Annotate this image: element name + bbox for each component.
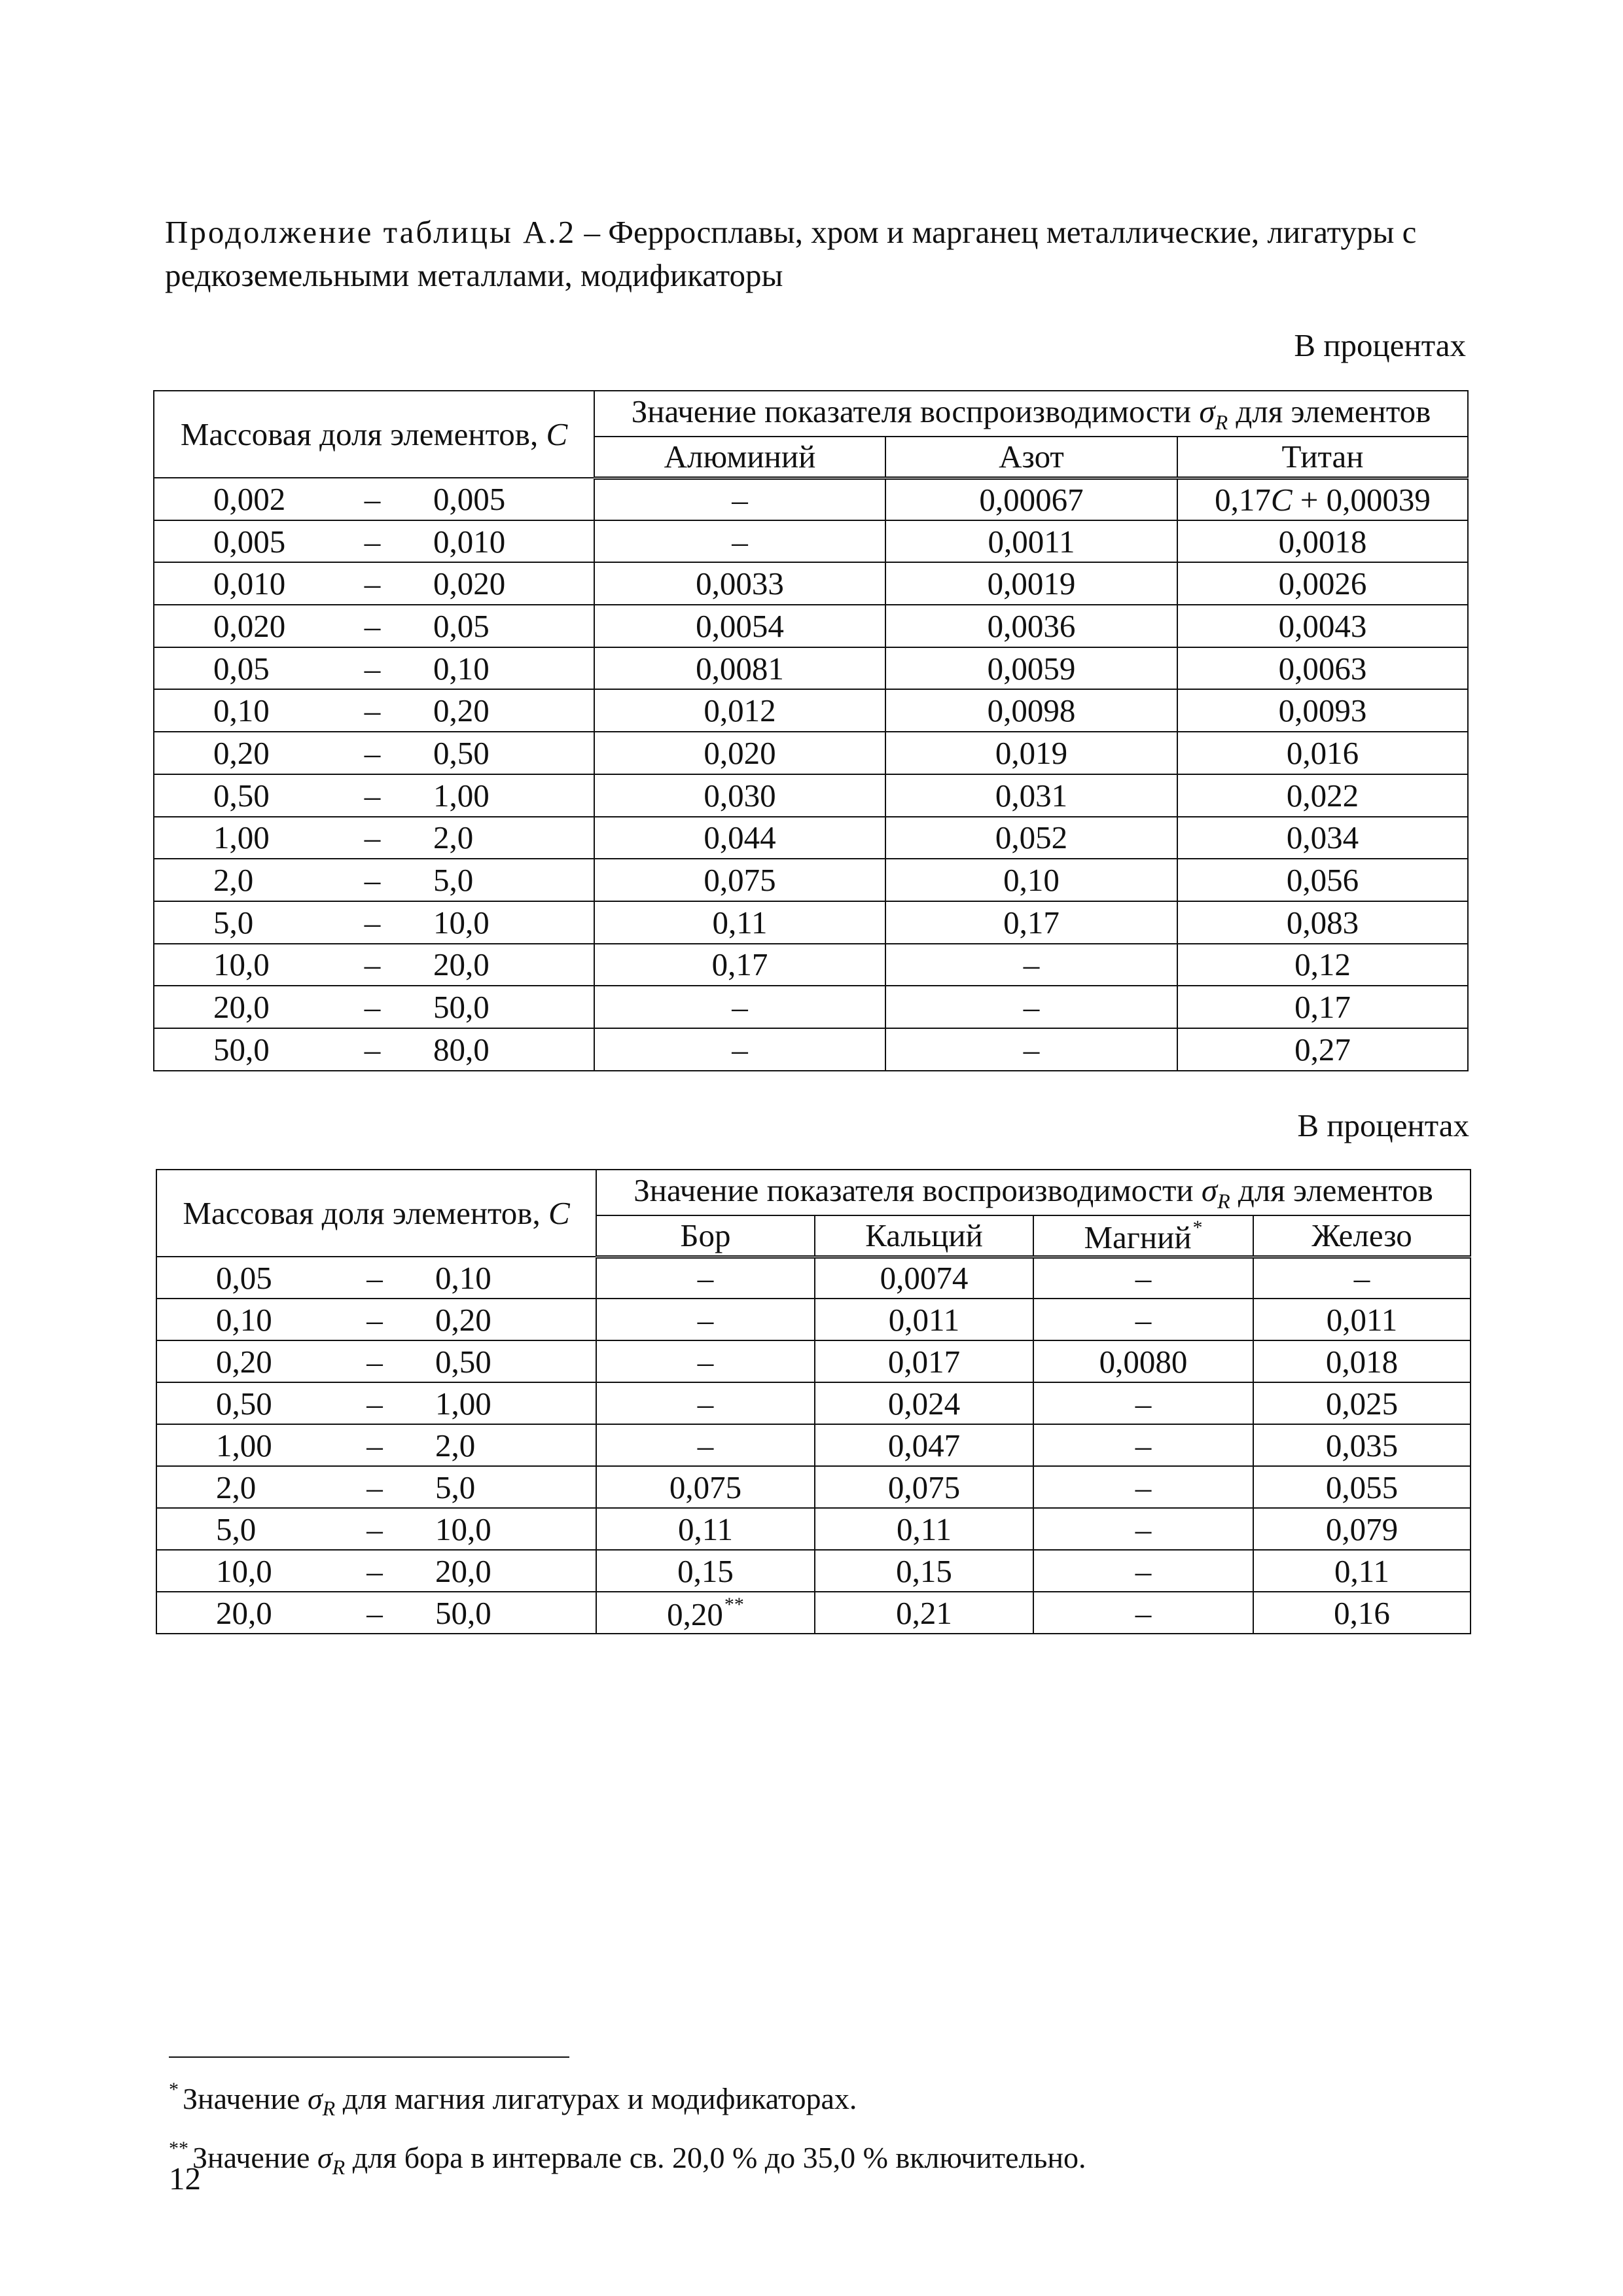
- table-cell: 0,17: [594, 944, 885, 986]
- table-cell: 0,0026: [1177, 562, 1468, 605]
- table-row: [154, 689, 1468, 732]
- range-dash: –: [366, 1552, 383, 1589]
- table-row: [154, 859, 1468, 901]
- table-cell: 0,20**: [596, 1592, 815, 1634]
- table-row: [156, 1257, 1471, 1299]
- range-dash: –: [364, 819, 381, 856]
- range-upper: 80,0: [433, 1031, 490, 1067]
- mass-fraction-range: [156, 1466, 596, 1508]
- mass-fraction-range: [156, 1299, 596, 1340]
- range-dash: –: [364, 904, 381, 941]
- reproducibility-table-2: [156, 1169, 1471, 1634]
- range-upper: 50,0: [433, 989, 490, 1026]
- range-upper: 10,0: [433, 904, 490, 941]
- range-lower: 20,0: [216, 1594, 272, 1631]
- range-upper: 1,00: [435, 1385, 491, 1422]
- table-cell: 0,020: [594, 732, 885, 774]
- table-cell: 0,0054: [594, 605, 885, 647]
- mass-fraction-range: [156, 1508, 596, 1550]
- table-cell: 0,0081: [594, 647, 885, 690]
- range-lower: 0,20: [213, 734, 270, 771]
- range-lower: 5,0: [213, 904, 254, 941]
- table-row: [156, 1592, 1471, 1634]
- page-number: 12: [169, 2161, 201, 2197]
- range-dash: –: [364, 1031, 381, 1067]
- range-upper: 20,0: [433, 946, 490, 983]
- range-upper: 0,010: [433, 523, 506, 560]
- table-cell: 0,017: [815, 1340, 1033, 1382]
- table-cell: 0,0018: [1177, 520, 1468, 563]
- mass-fraction-range: [154, 817, 594, 859]
- table-cell: 0,0019: [885, 562, 1177, 605]
- column-header: Кальций: [815, 1215, 1033, 1257]
- range-upper: 0,05: [433, 607, 490, 644]
- column-header: Алюминий: [594, 437, 885, 478]
- table-cell: 0,012: [594, 689, 885, 732]
- table-cell: 0,047: [815, 1424, 1033, 1466]
- table-row: [156, 1382, 1471, 1424]
- table-cell: –: [1033, 1550, 1253, 1592]
- range-lower: 20,0: [213, 989, 270, 1026]
- range-dash: –: [366, 1594, 383, 1631]
- table-row: [154, 817, 1468, 859]
- table-cell: 0,011: [1253, 1299, 1471, 1340]
- table-row: [154, 774, 1468, 817]
- range-dash: –: [364, 607, 381, 644]
- mass-fraction-range: [154, 986, 594, 1028]
- mass-fraction-range: [154, 944, 594, 986]
- table-cell: 0,17C + 0,00039: [1177, 478, 1468, 520]
- range-dash: –: [366, 1343, 383, 1380]
- range-lower: 0,010: [213, 565, 286, 602]
- mass-fraction-range: [154, 901, 594, 944]
- range-dash: –: [364, 989, 381, 1026]
- range-dash: –: [364, 946, 381, 983]
- mass-fraction-range: [156, 1382, 596, 1424]
- footnote-2: ** Значение $\sigma_R$ для бора в интервале св. 20,0 % до 35,0 % включительно.: [169, 2138, 1086, 2179]
- range-upper: 0,10: [435, 1259, 491, 1296]
- col-header-mass-fraction-2: Массовая доля элементов, C: [156, 1170, 596, 1257]
- table-cell: 0,079: [1253, 1508, 1471, 1550]
- footnote-1: * Значение $\sigma_R$ для магния лигатурах и модификаторах.: [169, 2079, 857, 2121]
- table-cell: 0,035: [1253, 1424, 1471, 1466]
- table-cell: –: [1033, 1299, 1253, 1340]
- table-cell: 0,15: [815, 1550, 1033, 1592]
- range-lower: 5,0: [216, 1511, 257, 1547]
- range-dash: –: [364, 777, 381, 814]
- table-cell: –: [596, 1424, 815, 1466]
- table-cell: 0,11: [594, 901, 885, 944]
- range-lower: 10,0: [216, 1552, 272, 1589]
- table-cell: 0,10: [885, 859, 1177, 901]
- mass-fraction-range: [154, 478, 594, 520]
- range-dash: –: [364, 862, 381, 899]
- mass-fraction-range: [156, 1340, 596, 1382]
- table-cell: 0,052: [885, 817, 1177, 859]
- table-cell: 0,0098: [885, 689, 1177, 732]
- table-cell: –: [1253, 1257, 1471, 1299]
- range-lower: 0,50: [216, 1385, 272, 1422]
- table-cell: –: [596, 1382, 815, 1424]
- range-lower: 1,00: [216, 1427, 272, 1463]
- table-caption: [165, 211, 1493, 297]
- table-cell: 0,11: [596, 1508, 815, 1550]
- mass-fraction-range: [154, 689, 594, 732]
- mass-fraction-range: [154, 520, 594, 563]
- range-lower: 0,002: [213, 480, 286, 517]
- table-row: [154, 901, 1468, 944]
- range-lower: 0,020: [213, 607, 286, 644]
- range-dash: –: [366, 1385, 383, 1422]
- table-cell: 0,27: [1177, 1028, 1468, 1071]
- range-dash: –: [366, 1511, 383, 1547]
- mass-fraction-range: [156, 1257, 596, 1299]
- table-cell: 0,024: [815, 1382, 1033, 1424]
- table-cell: –: [885, 944, 1177, 986]
- units-label-1: В процентах: [1294, 327, 1466, 363]
- table-cell: –: [885, 986, 1177, 1028]
- table-cell: 0,0036: [885, 605, 1177, 647]
- range-dash: –: [364, 480, 381, 517]
- table-cell: –: [596, 1257, 815, 1299]
- range-lower: 0,05: [216, 1259, 272, 1296]
- table-row: [156, 1340, 1471, 1382]
- range-dash: –: [366, 1469, 383, 1505]
- table-cell: 0,17: [885, 901, 1177, 944]
- table-cell: 0,011: [815, 1299, 1033, 1340]
- table-row: [154, 732, 1468, 774]
- range-lower: 0,20: [216, 1343, 272, 1380]
- table-row: [154, 562, 1468, 605]
- table-row: [154, 605, 1468, 647]
- table-row: [154, 1028, 1468, 1071]
- footnotes: [169, 2070, 1086, 2187]
- table-cell: 0,075: [596, 1466, 815, 1508]
- range-upper: 0,50: [433, 734, 490, 771]
- table-cell: 0,12: [1177, 944, 1468, 986]
- table-row: [156, 1424, 1471, 1466]
- table-row: [156, 1466, 1471, 1508]
- table-row: [156, 1508, 1471, 1550]
- table-cell: 0,16: [1253, 1592, 1471, 1634]
- range-lower: 1,00: [213, 819, 270, 856]
- range-dash: –: [364, 734, 381, 771]
- table-cell: 0,030: [594, 774, 885, 817]
- col-header-mass-fraction: Массовая доля элементов, C: [154, 391, 594, 478]
- range-upper: 0,50: [435, 1343, 491, 1380]
- table-cell: –: [1033, 1257, 1253, 1299]
- range-upper: 0,20: [433, 692, 490, 729]
- range-upper: 20,0: [435, 1552, 491, 1589]
- range-dash: –: [364, 692, 381, 729]
- mass-fraction-range: [156, 1592, 596, 1634]
- table-row: [154, 478, 1468, 520]
- range-upper: 0,10: [433, 650, 490, 687]
- range-lower: 0,10: [216, 1301, 272, 1338]
- table-row: [154, 944, 1468, 986]
- range-upper: 2,0: [433, 819, 474, 856]
- column-header: Железо: [1253, 1215, 1471, 1257]
- table-cell: 0,075: [594, 859, 885, 901]
- range-upper: 50,0: [435, 1594, 491, 1631]
- table-cell: 0,083: [1177, 901, 1468, 944]
- table-cell: 0,055: [1253, 1466, 1471, 1508]
- table-cell: 0,0011: [885, 520, 1177, 563]
- range-upper: 10,0: [435, 1511, 491, 1547]
- table-cell: 0,0080: [1033, 1340, 1253, 1382]
- table-cell: –: [885, 1028, 1177, 1071]
- group-header-sigma: Значение показателя воспроизводимости $\sigma_R$ для элементов: [594, 391, 1468, 437]
- range-dash: –: [366, 1427, 383, 1463]
- table-cell: 0,0059: [885, 647, 1177, 690]
- range-lower: 2,0: [216, 1469, 257, 1505]
- range-upper: 2,0: [435, 1427, 476, 1463]
- range-upper: 0,20: [435, 1301, 491, 1338]
- range-upper: 5,0: [433, 862, 474, 899]
- reproducibility-table-1: [153, 390, 1469, 1071]
- table-cell: –: [1033, 1508, 1253, 1550]
- mass-fraction-range: [156, 1550, 596, 1592]
- table-cell: –: [1033, 1382, 1253, 1424]
- table-cell: –: [594, 520, 885, 563]
- table-cell: 0,21: [815, 1592, 1033, 1634]
- table-cell: 0,0074: [815, 1257, 1033, 1299]
- table-cell: 0,11: [1253, 1550, 1471, 1592]
- range-lower: 0,50: [213, 777, 270, 814]
- table-row: [156, 1550, 1471, 1592]
- table-cell: 0,0063: [1177, 647, 1468, 690]
- range-dash: –: [364, 650, 381, 687]
- table-cell: –: [596, 1340, 815, 1382]
- group-header-sigma-2: Значение показателя воспроизводимости $\sigma_R$ для элементов: [596, 1170, 1471, 1215]
- table-cell: 0,11: [815, 1508, 1033, 1550]
- footnote-divider: [169, 2056, 569, 2058]
- mass-fraction-range: [154, 859, 594, 901]
- range-dash: –: [366, 1301, 383, 1338]
- range-dash: –: [364, 565, 381, 602]
- units-label-2: В процентах: [1297, 1107, 1469, 1143]
- column-header: Бор: [596, 1215, 815, 1257]
- table-cell: 0,15: [596, 1550, 815, 1592]
- table-cell: 0,0033: [594, 562, 885, 605]
- table-cell: 0,056: [1177, 859, 1468, 901]
- mass-fraction-range: [154, 1028, 594, 1071]
- mass-fraction-range: [154, 774, 594, 817]
- mass-fraction-range: [156, 1424, 596, 1466]
- mass-fraction-range: [154, 732, 594, 774]
- table-cell: 0,034: [1177, 817, 1468, 859]
- table-cell: –: [1033, 1592, 1253, 1634]
- range-lower: 2,0: [213, 862, 254, 899]
- table-cell: 0,019: [885, 732, 1177, 774]
- table-cell: –: [1033, 1424, 1253, 1466]
- mass-fraction-range: [154, 562, 594, 605]
- range-lower: 0,10: [213, 692, 270, 729]
- table-cell: 0,0043: [1177, 605, 1468, 647]
- table-cell: 0,018: [1253, 1340, 1471, 1382]
- table-caption-lead: Продолжение таблицы А.2: [165, 214, 577, 250]
- column-header: Азот: [885, 437, 1177, 478]
- table-cell: 0,025: [1253, 1382, 1471, 1424]
- table-cell: 0,00067: [885, 478, 1177, 520]
- range-upper: 0,020: [433, 565, 506, 602]
- range-dash: –: [366, 1259, 383, 1296]
- column-header: Магний*: [1033, 1215, 1253, 1257]
- mass-fraction-range: [154, 605, 594, 647]
- table-cell: –: [594, 986, 885, 1028]
- table-caption-rest: – Ферросплавы, хром и марганец металлические, лигатуры с редкоземельными металлами, модификаторы: [165, 214, 1417, 293]
- table-cell: 0,0093: [1177, 689, 1468, 732]
- range-lower: 50,0: [213, 1031, 270, 1067]
- table-row: [154, 647, 1468, 690]
- range-lower: 10,0: [213, 946, 270, 983]
- table-cell: 0,016: [1177, 732, 1468, 774]
- range-dash: –: [364, 523, 381, 560]
- range-lower: 0,005: [213, 523, 286, 560]
- table-cell: 0,031: [885, 774, 1177, 817]
- table-cell: 0,17: [1177, 986, 1468, 1028]
- table-cell: –: [594, 478, 885, 520]
- mass-fraction-range: [154, 647, 594, 690]
- range-lower: 0,05: [213, 650, 270, 687]
- table-cell: 0,044: [594, 817, 885, 859]
- table-row: [156, 1299, 1471, 1340]
- table-cell: –: [596, 1299, 815, 1340]
- table-cell: 0,075: [815, 1466, 1033, 1508]
- range-upper: 0,005: [433, 480, 506, 517]
- table-row: [154, 986, 1468, 1028]
- table-cell: 0,022: [1177, 774, 1468, 817]
- range-upper: 5,0: [435, 1469, 476, 1505]
- table-row: [154, 520, 1468, 563]
- table-cell: –: [1033, 1466, 1253, 1508]
- column-header: Титан: [1177, 437, 1468, 478]
- table-cell: –: [594, 1028, 885, 1071]
- range-upper: 1,00: [433, 777, 490, 814]
